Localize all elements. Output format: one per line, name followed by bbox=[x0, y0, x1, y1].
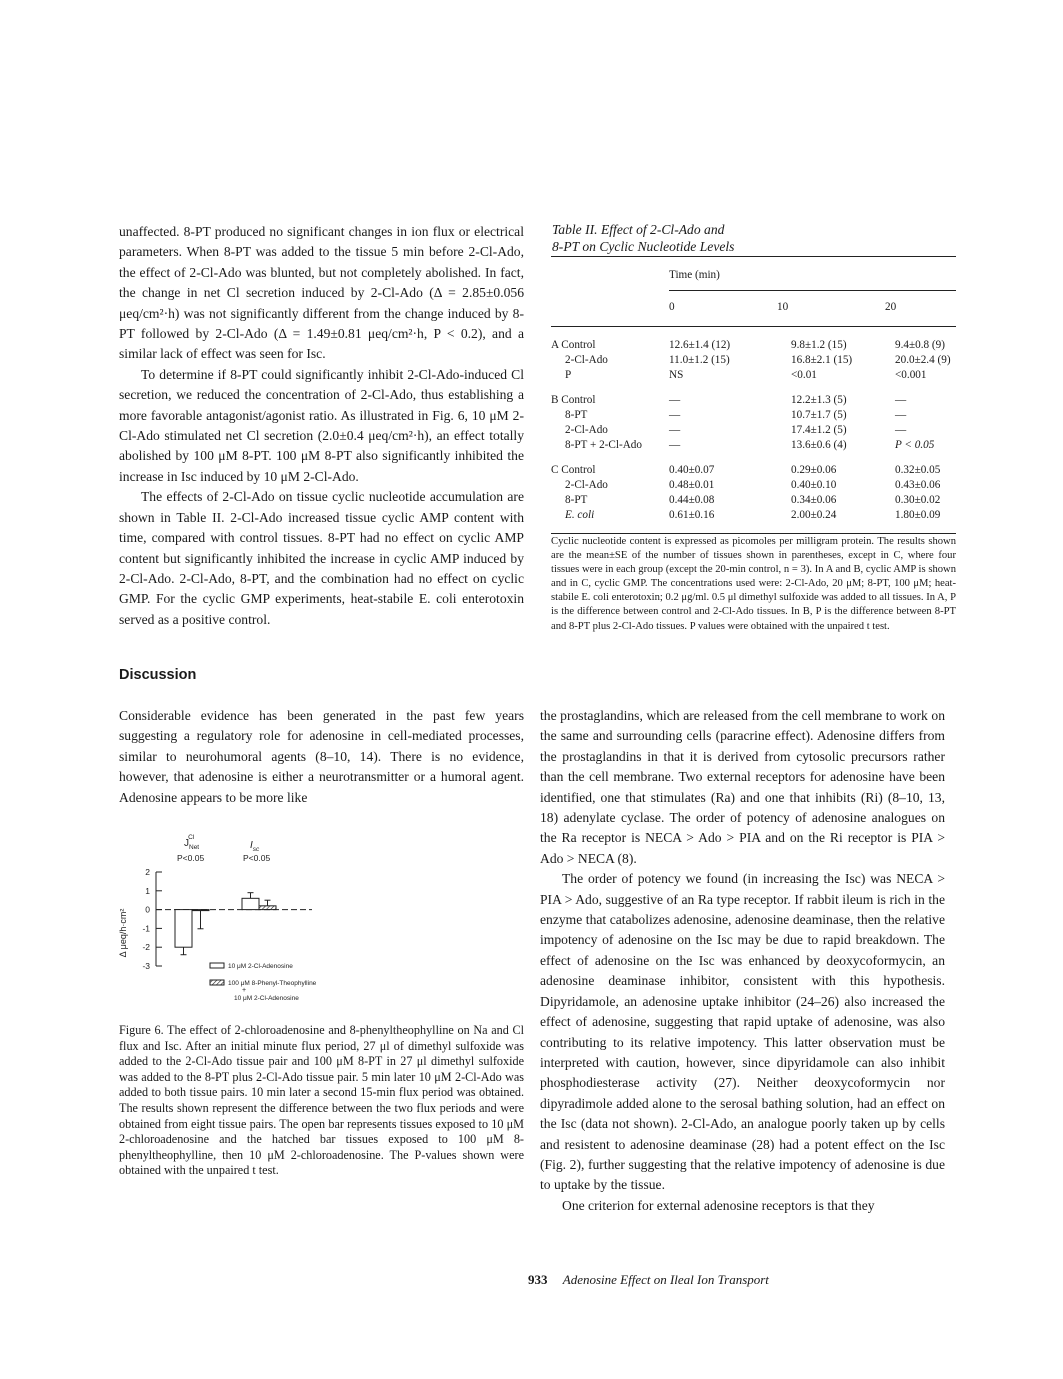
table-cell: — bbox=[669, 408, 681, 421]
right-column-bottom bbox=[540, 706, 945, 1216]
y-axis-ticks bbox=[142, 867, 162, 971]
row-label: 8-PT + 2-Cl-Ado bbox=[565, 438, 642, 451]
bar-open bbox=[175, 910, 192, 948]
table-cell: P < 0.05 bbox=[895, 438, 935, 451]
table-cell: 11.0±1.2 (15) bbox=[669, 353, 730, 366]
table-cell: 17.4±1.2 (5) bbox=[791, 423, 847, 436]
table-title-line-2: 8-PT on Cyclic Nucleotide Levels bbox=[552, 239, 735, 254]
column-header: 20 bbox=[885, 290, 956, 326]
table-cell: 1.80±0.09 bbox=[895, 508, 941, 521]
table-row bbox=[551, 368, 956, 383]
table-title-line-1: Table II. Effect of 2-Cl-Ado and bbox=[552, 222, 725, 237]
table-row bbox=[551, 453, 956, 478]
table-cell: — bbox=[895, 423, 907, 436]
time-header: Time (min) bbox=[669, 269, 720, 281]
page-number: 933 bbox=[528, 1272, 548, 1287]
table-row bbox=[551, 438, 956, 453]
table-row bbox=[551, 408, 956, 423]
left-column-top bbox=[119, 222, 524, 630]
table-row bbox=[551, 383, 956, 408]
table-cyclic-nucleotides bbox=[551, 256, 956, 534]
discussion-heading: Discussion bbox=[119, 667, 197, 683]
legend-hatched-label-1: 100 μM 8-Phenyl-Theophylline bbox=[228, 980, 317, 987]
table-cell: 0.32±0.05 bbox=[895, 463, 941, 476]
column-header: 0 bbox=[669, 290, 777, 326]
bars-group bbox=[175, 893, 276, 955]
legend-hatched-label-2: 10 μM 2-Cl-Adenosine bbox=[234, 995, 299, 1002]
table-cell: — bbox=[669, 438, 681, 451]
table-footnote: Cyclic nucleotide content is expressed as picomoles per milligram protein. The results shown are the mean±SE of the number of tissues shown in parentheses, except in C, where four tissues were in each group (except the 20-min control, n = 3). In A and B, cyclic AMP is shown and in C, cyclic GMP. The concentrations used were: 2-Cl-Ado, 20 μM; 8-PT, 100 μM; heat-stabile E. coli enterotoxin; 0.2 μg/ml. 0.5 μl dimethyl sulfoxide was added to all tissues. In A, P is the difference between control and 2-Cl-Ado tissues. In B, P is the difference between 8-PT and 8-PT plus 2-Cl-Ado tissues. P values were obtained with the unpaired t test. bbox=[551, 536, 956, 632]
table-cell: 0.40±0.10 bbox=[791, 478, 837, 491]
paragraph-discussion-intro: Considerable evidence has been generated in the past few years suggesting a regulatory role for adenosine in cell-mediated processes, similar to neurohumoral agents (8–10, 14). There is no evidence, however, that adenosine is either a neurotransmitter or a humoral agent. Adenosine appears to be more like bbox=[119, 708, 524, 805]
p-value-left: P<0.05 bbox=[177, 853, 205, 863]
table-cell: NS bbox=[669, 368, 684, 381]
table-cell: 0.30±0.02 bbox=[895, 493, 941, 506]
legend-open-label: 10 μM 2-Cl-Adenosine bbox=[228, 963, 293, 970]
bar-open bbox=[242, 898, 259, 909]
table-cell: 2.00±0.24 bbox=[791, 508, 837, 521]
row-label: 8-PT bbox=[565, 408, 588, 421]
row-label: P bbox=[565, 368, 572, 381]
y-tick-label: 0 bbox=[145, 904, 150, 915]
y-tick-label: 1 bbox=[145, 885, 150, 896]
y-tick-label: -3 bbox=[142, 961, 150, 971]
table-cell: 0.43±0.06 bbox=[895, 478, 941, 491]
table-cell: 10.7±1.7 (5) bbox=[791, 408, 847, 421]
table-header-columns-row bbox=[551, 290, 956, 326]
table-row bbox=[551, 326, 956, 353]
row-label: C Control bbox=[551, 463, 596, 476]
table-bottom-rule bbox=[551, 533, 956, 534]
table-cell: 0.44±0.08 bbox=[669, 493, 715, 506]
y-axis-label: Δ μeq/h·cm² bbox=[118, 908, 128, 958]
jnet-label: $J_{Net}Cl$ bbox=[184, 834, 200, 851]
table-cell: 9.4±0.8 (9) bbox=[895, 338, 945, 351]
paragraph-8pt-inhibition: To determine if 8-PT could significantly inhibit 2-Cl-Ado-induced Cl secretion, we reduced the concentration of 2-Cl-Ado, thus establishing a more favorable antagonist/agonist ratio. As illustrated in Fig. 6, 10 μM 2-Cl-Ado stimulated net Cl secretion (2.0±0.4 μeq/cm²·h), an effect totally abolished by 100 μM 8-PT. 100 μM 8-PT also significantly inhibited the increase in Isc induced by 10 μM 2-Cl-Ado. bbox=[119, 366, 524, 484]
row-label: B Control bbox=[551, 393, 596, 406]
p-value-right: P<0.05 bbox=[243, 853, 271, 863]
legend-hatched-swatch bbox=[210, 980, 224, 985]
table-cell: 0.29±0.06 bbox=[791, 463, 837, 476]
table-cell: 20.0±2.4 (9) bbox=[895, 353, 951, 366]
legend-plus: + bbox=[242, 987, 247, 994]
figure-caption: Figure 6. The effect of 2-chloroadenosine and 8-phenyltheophylline on Na and Cl flux and Isc. After an initial minute flux period, 27 μl of dimethyl sulfoxide was added to the 2-Cl-Ado tissue pair and 100 μM 8-PT in 27 μl dimethyl sulfoxide was added to the 8-PT plus 2-Cl-Ado tissue pair. 5 min later 10 μM 2-Cl-Ado was added to both tissue pairs. 10 min later a second 15-min flux period was obtained. The results shown represent the difference between the two flux periods and were obtained from eight tissue pairs. The open bar represents tissues exposed to 10 μM 2-chloroadenosine and the hatched bar tissues exposed to 100 μM 8-phenyltheophylline, then 10 μM 2-chloroadenosine. The P-values shown were obtained with the unpaired t test. bbox=[119, 1023, 524, 1178]
bar-hatched bbox=[259, 906, 276, 910]
table-cell: 13.6±0.6 (4) bbox=[791, 438, 847, 451]
legend-open-swatch bbox=[210, 963, 224, 968]
table-cell: 16.8±2.1 (15) bbox=[791, 353, 853, 366]
paragraph-order-of-potency: The order of potency we found (in increasing the Isc) was NECA > PIA > Ado, suggestive of an Ra type receptor. If rabbit ileum is rich in the enzyme that catabolizes adenosine, adenosine deaminase, then the relative impotency of adenosine on the Isc may be due to rapid breakdown. The effect of adenosine on the Isc was enhanced by deoxycoformycin, an adenosine deaminase inhibitor, consistent with this hypothesis. Dipyridamole, an adenosine uptake inhibitor (24–26) also increased the effect of adenosine, suggesting that rapid uptake of adenosine, was also contributing to its relative impotency. This latter observation must be interpreted with caution, however, since dipyridamole can also inhibit phosphodiesterase activity (27). Neither deoxycoformycin nor dipyradimole added alone to the serosal bathing solution, had an effect on the Isc (data not shown). 2-Cl-Ado, an analogue poorly taken up by cells and resistent to adenosine deaminase (28) had a potent effect on the Isc (Fig. 2), further suggesting that the relative impotency of adenosine is due to uptake by the tissue. bbox=[540, 871, 945, 1193]
table-cell: 12.2±1.3 (5) bbox=[791, 393, 847, 406]
table-cell: 0.34±0.06 bbox=[791, 493, 837, 506]
table-title bbox=[552, 221, 912, 255]
paragraph-cyclic-nucleotide: The effects of 2-Cl-Ado on tissue cyclic nucleotide accumulation are shown in Table II. 2-Cl-Ado increased tissue cyclic AMP content with time, compared with control tissues. 8-PT had no effect on cyclic AMP content but significantly inhibited the increase in cyclic AMP induced by 2-Cl-Ado. 2-Cl-Ado, 8-PT, and the combination had no effect on cyclic GMP. For the cyclic GMP experiments, heat-stabile E. coli enterotoxin served as a positive control. bbox=[119, 489, 524, 627]
y-tick-label: 2 bbox=[145, 867, 150, 877]
row-label: 8-PT bbox=[565, 493, 588, 506]
table-cell: — bbox=[669, 423, 681, 436]
left-column-bottom bbox=[119, 706, 524, 808]
table-row bbox=[551, 493, 956, 508]
table-cell: 0.61±0.16 bbox=[669, 508, 715, 521]
isc-label: $I_{sc}$ bbox=[250, 840, 260, 853]
table-row bbox=[551, 423, 956, 438]
y-tick-label: -1 bbox=[142, 923, 150, 934]
paragraph-criterion: One criterion for external adenosine receptors is that they bbox=[562, 1197, 875, 1213]
column-header: 10 bbox=[777, 290, 885, 326]
table-cell: 0.40±0.07 bbox=[669, 463, 715, 476]
table-header-time-row bbox=[551, 257, 956, 291]
table-row bbox=[551, 508, 956, 534]
table-cell: 9.8±1.2 (15) bbox=[791, 338, 847, 351]
row-label: 2-Cl-Ado bbox=[565, 423, 608, 436]
paragraph-continued: unaffected. 8-PT produced no significant changes in ion flux or electrical parameters. When 8-PT was added to the tissue 5 min before 2-Cl-Ado, the effect of 2-Cl-Ado was blunted, but not completely abolished. In fact, the change in net Cl secretion induced by 2-Cl-Ado (Δ = 2.85±0.056 μeq/cm²·h) was not significantly different from the change induced by 8-PT followed by 2-Cl-Ado (Δ = 1.49±0.81 μeq/cm²·h, P < 0.2), and a similar lack of effect was seen for Isc. bbox=[119, 224, 524, 362]
table-cell: <0.01 bbox=[791, 368, 817, 381]
table-cell: 0.48±0.01 bbox=[669, 478, 715, 491]
table-row bbox=[551, 478, 956, 493]
table-cell: — bbox=[895, 393, 907, 406]
table-cell: — bbox=[669, 393, 681, 406]
row-label: E. coli bbox=[565, 508, 595, 521]
figure-6-chart bbox=[112, 830, 352, 1010]
table-row bbox=[551, 353, 956, 368]
row-label: 2-Cl-Ado bbox=[565, 353, 608, 366]
paragraph-prostaglandins: the prostaglandins, which are released from the cell membrane to work on the same and surrounding cells (paracrine effect). Adenosine differs from the prostaglandins in that it is derived from cytosolic precursors rather than the cell membrane. Two external receptors for adenosine have been identified, one that stimulates (Ra) and one that inhibits (Ri) (8–10, 13, 18) adenylate cyclase. The order of potency of adenosine analogues on the Ra receptor is NECA > Ado > PIA and on the Ri receptor is PIA > Ado > NECA (8). bbox=[540, 708, 945, 866]
page-footer bbox=[528, 1272, 769, 1288]
row-label: 2-Cl-Ado bbox=[565, 478, 608, 491]
table-cell: 12.6±1.4 (12) bbox=[669, 338, 731, 351]
table-cell: <0.001 bbox=[895, 368, 927, 381]
y-tick-label: -2 bbox=[142, 942, 150, 953]
row-label: A Control bbox=[551, 338, 596, 351]
table-cell: — bbox=[895, 408, 907, 421]
running-title: Adenosine Effect on Ileal Ion Transport bbox=[562, 1272, 769, 1287]
